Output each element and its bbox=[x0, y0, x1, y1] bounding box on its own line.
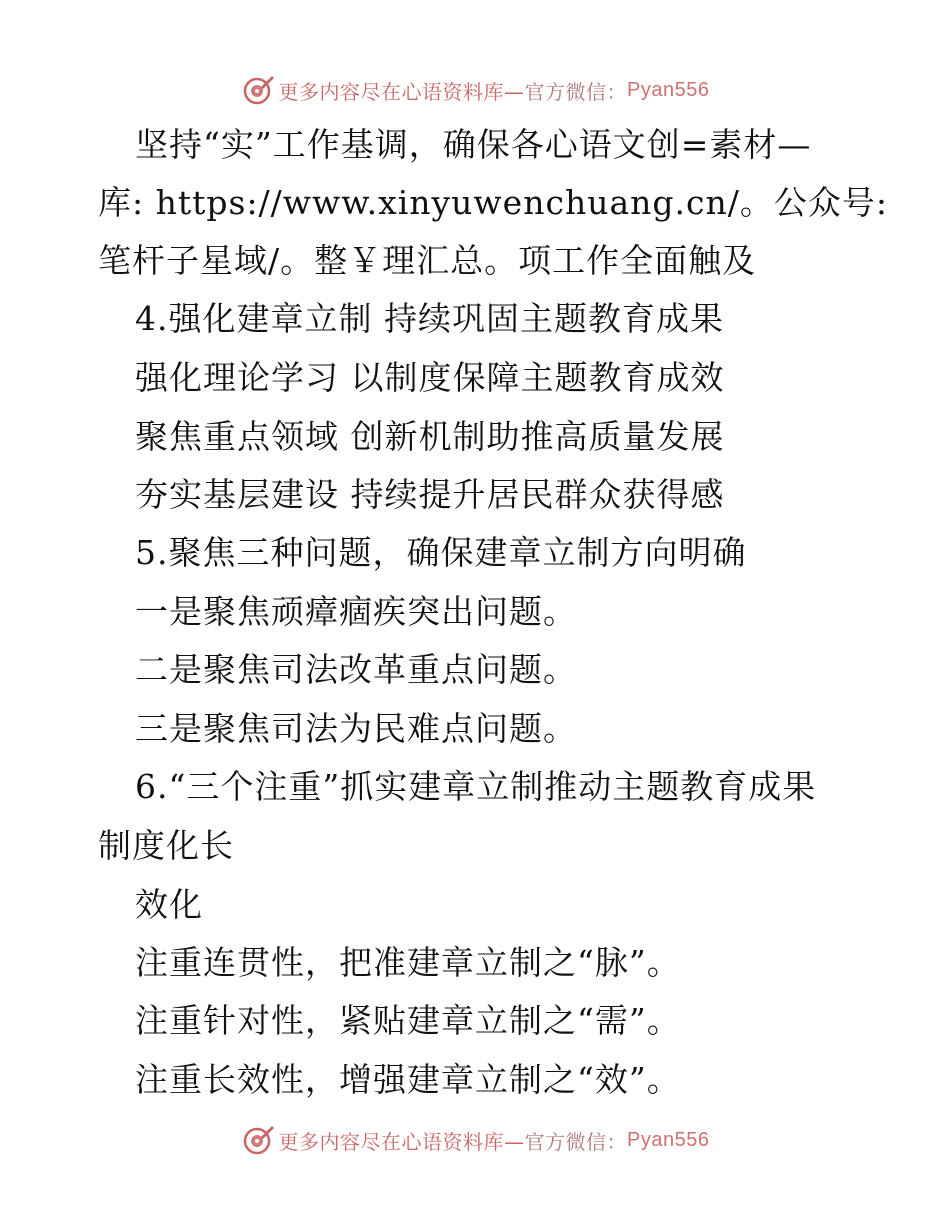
body-line-15: 注重连贯性，把准建章立制之“脉”。 bbox=[135, 943, 681, 982]
body-line-3: 笔杆子星域/。整￥理汇总。项工作全面触及 bbox=[98, 241, 757, 280]
pen-logo-icon bbox=[241, 73, 275, 107]
body-line-17: 注重长效性，增强建章立制之“效”。 bbox=[135, 1060, 681, 1099]
body-line-8: 5.聚焦三种问题，确保建章立制方向明确 bbox=[135, 533, 747, 572]
body-line-6: 聚焦重点领域 创新机制助推高质量发展 bbox=[135, 417, 725, 456]
body-line-1: 坚持“实”工作基调，确保各心语文创=素材— bbox=[135, 125, 812, 164]
body-line-10: 二是聚焦司法改革重点问题。 bbox=[135, 650, 577, 689]
header-banner-text: 更多内容尽在心语资料库— bbox=[278, 79, 525, 104]
body-line-11: 三是聚焦司法为民难点问题。 bbox=[135, 709, 577, 748]
body-line-7: 夯实基层建设 持续提升居民群众获得感 bbox=[135, 475, 725, 514]
body-line-14: 效化 bbox=[135, 885, 203, 924]
body-line-13: 制度化长 bbox=[98, 826, 234, 865]
footer-official-label: 官方微信： bbox=[524, 1129, 628, 1154]
footer-banner bbox=[0, 1120, 950, 1160]
body-line-12: 6.“三个注重”抓实建章立制推动主题教育成果 bbox=[135, 767, 817, 806]
header-banner bbox=[0, 70, 950, 110]
body-line-4: 4.强化建章立制 持续巩固主题教育成果 bbox=[135, 299, 724, 338]
pen-logo-icon bbox=[241, 1123, 275, 1157]
footer-banner-text: 更多内容尽在心语资料库— bbox=[278, 1129, 525, 1154]
header-wechat-id: Pyan556 bbox=[627, 78, 710, 101]
header-official-label: 官方微信： bbox=[524, 79, 628, 104]
body-line-16: 注重针对性，紧贴建章立制之“需”。 bbox=[135, 1001, 681, 1040]
body-line-9: 一是聚焦顽瘴痼疾突出问题。 bbox=[135, 592, 577, 631]
body-line-2: 库: https://www.xinyuwenchuang.cn/。公众号: bbox=[98, 183, 888, 222]
body-line-5: 强化理论学习 以制度保障主题教育成效 bbox=[135, 358, 725, 397]
footer-wechat-id: Pyan556 bbox=[627, 1128, 710, 1151]
